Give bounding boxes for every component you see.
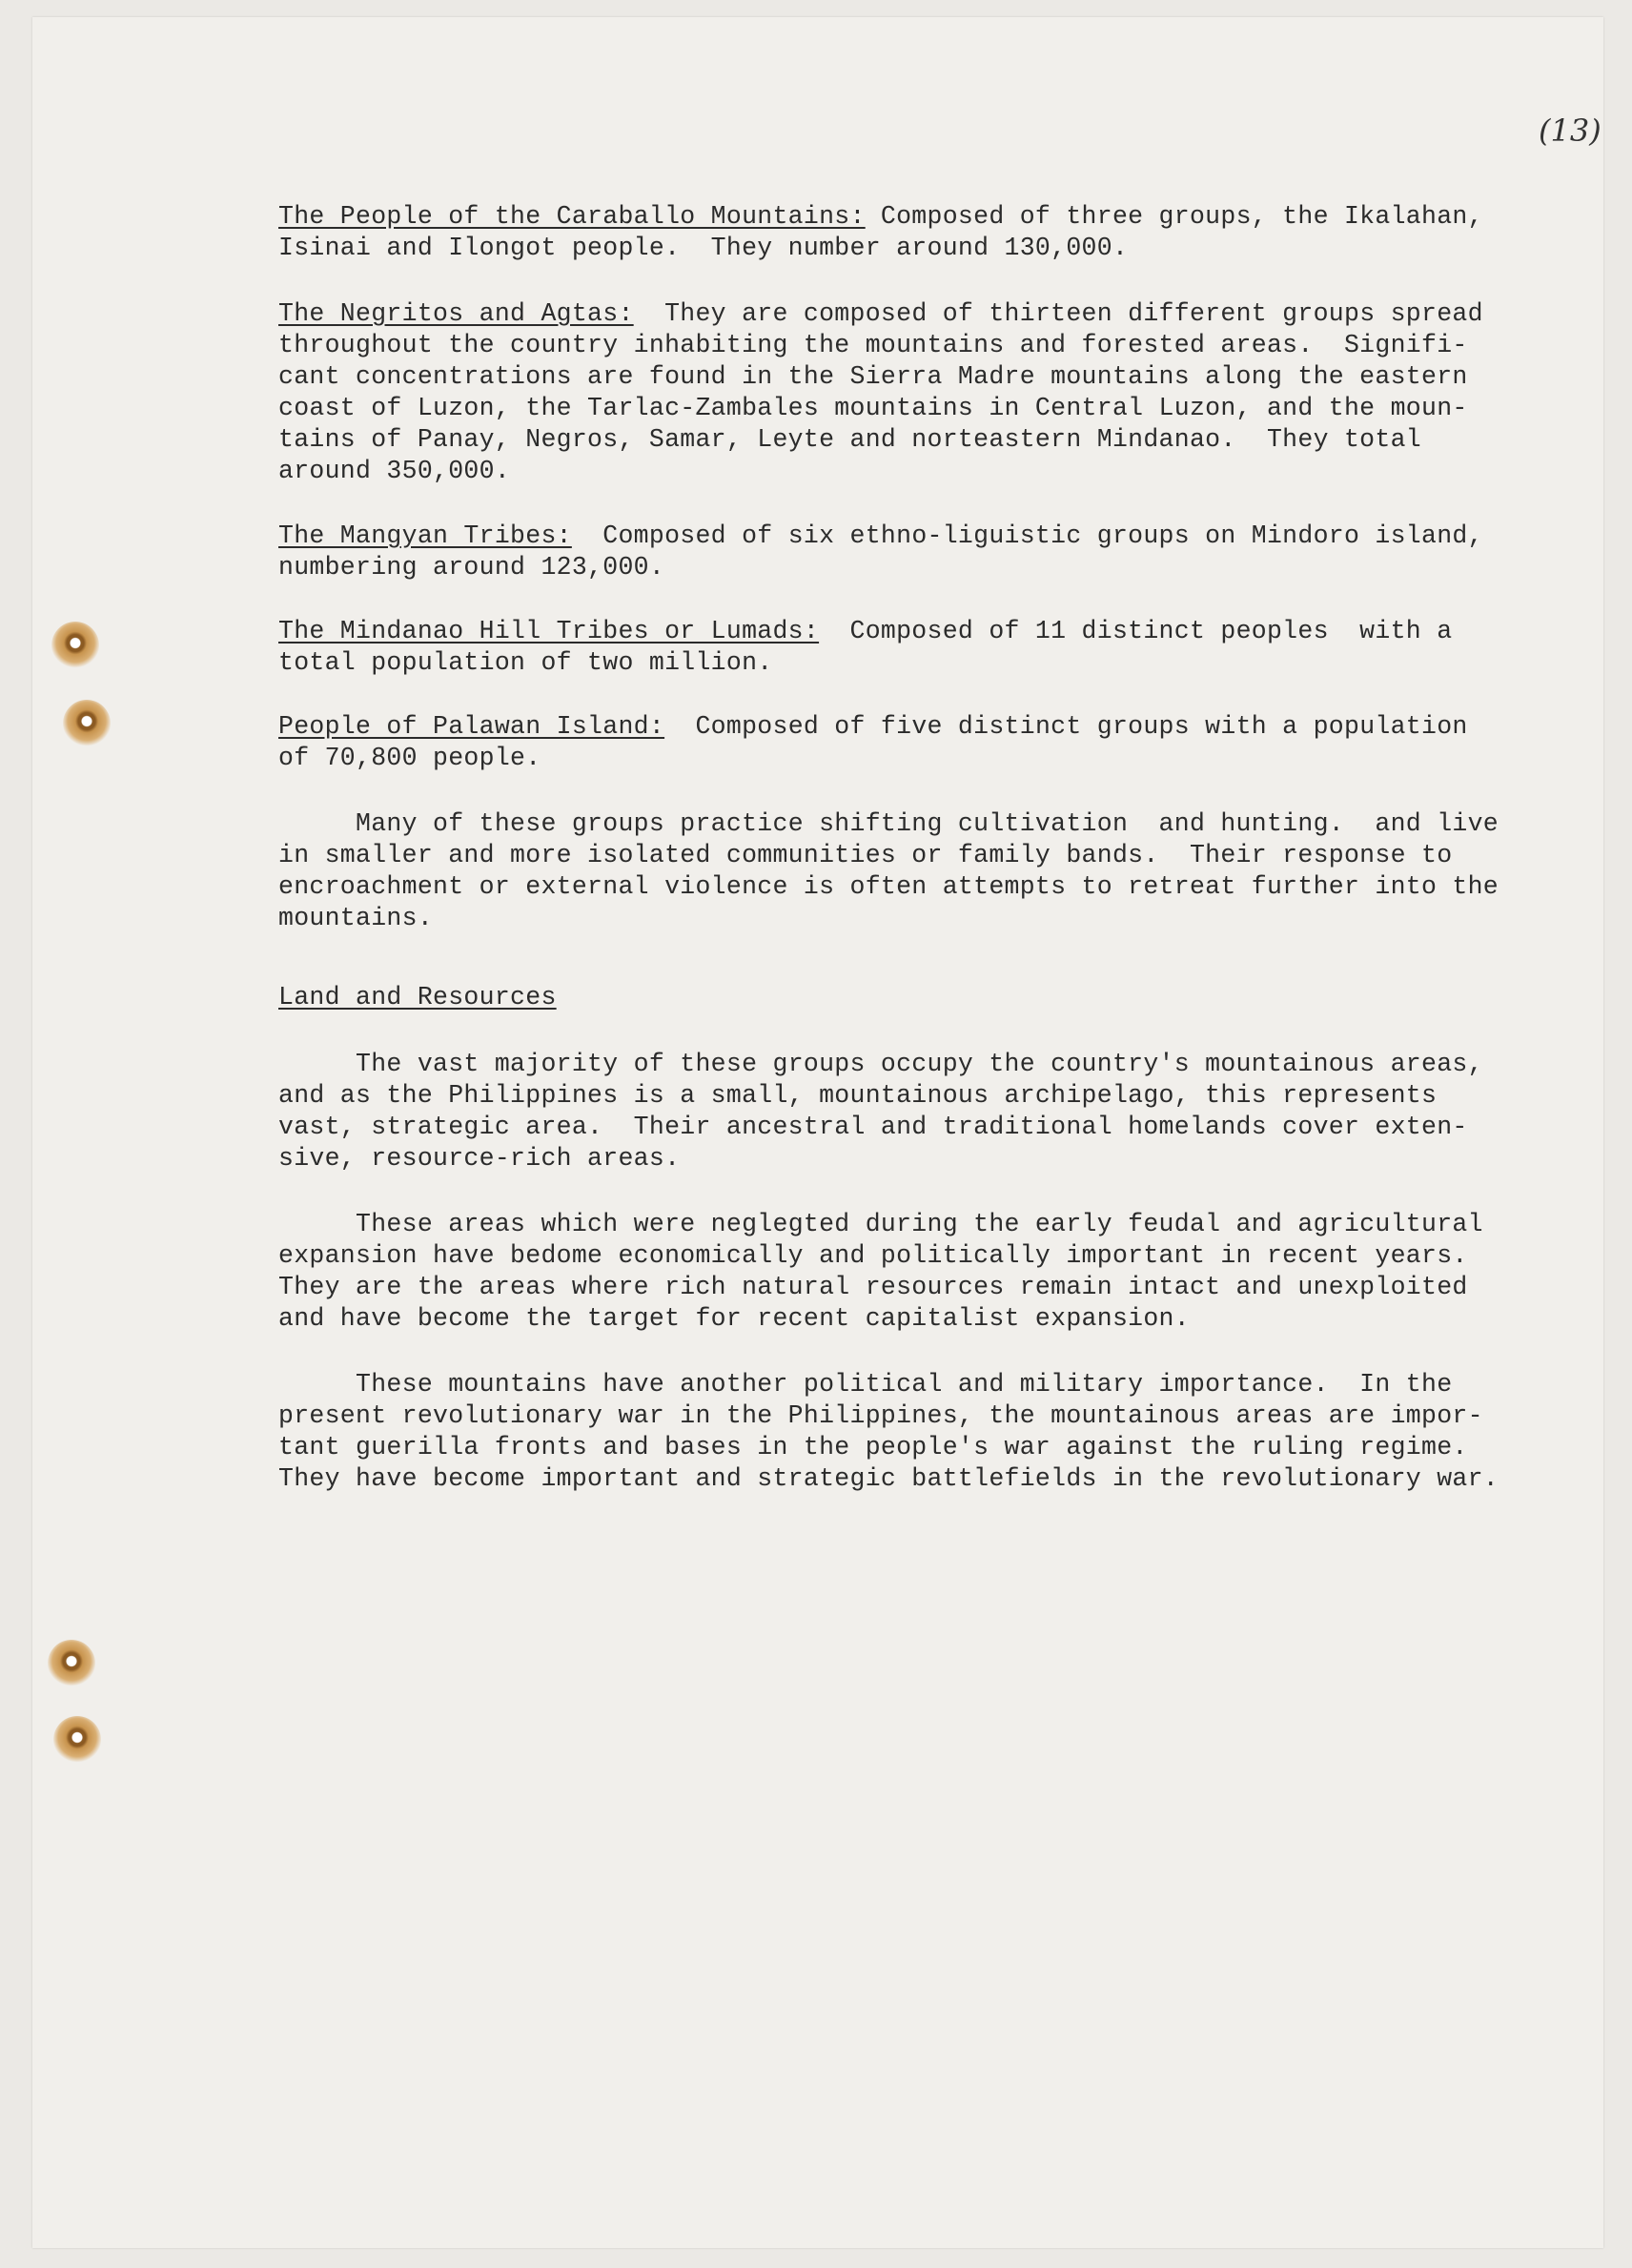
land-paragraph-3: These mountains have another political and military importance. In the present revolutionary war in the Philippines, the mountainous areas are impor- tant guerilla fronts and bases in the people's war against the ruling regime. They have become important and strategic battlefields in the revolutionary war. [278,1370,1499,1493]
paragraph-shifting-cultivation: Many of these groups practice shifting cultivation and hunting. and live in smaller and more isolated communities or family bands. Their response to encroachment or external violence is often attempts to retreat further into the mountains. [278,809,1499,932]
section-body: They are composed of thirteen different groups spread throughout the country inhabiting the mountains and forested areas. Signifi- cant concentrations are found in the Sierra Madre mountains along the eastern coast of Luzon, the Tarlac-Zambales mountains in Central Luzon, and the moun- tains of Panay, Negros, Samar, Leyte and norteastern Mindanao. They total around 350,000. [278,299,1483,485]
section-heading: People of Palawan Island: [278,712,665,741]
binding-hole [53,1716,101,1764]
land-resources-heading: Land and Resources [278,983,557,1011]
section-caraballo [278,201,1537,264]
binding-hole [63,700,111,747]
page-number: (13) [1539,112,1601,149]
section-body: Composed of six ethno-liguistic groups on Mindoro island, numbering around 123,000. [278,521,1483,582]
section-mangyan [278,521,1537,583]
section-palawan [278,711,1537,774]
section-body: Composed of 11 distinct peoples with a total population of two million. [278,617,1453,677]
section-heading: The Mangyan Tribes: [278,521,572,550]
section-heading: The Negritos and Agtas: [278,299,634,328]
section-mindanao [278,616,1537,679]
section-negritos [278,298,1537,487]
section-body: Composed of five distinct groups with a population of 70,800 people. [278,712,1468,772]
land-paragraph-1: The vast majority of these groups occupy the country's mountainous areas, and as the Philippines is a small, mountainous archipelago, this represents vast, strategic area. Their ancestral and traditional homelands cover exten- sive, resource-rich areas. [278,1050,1483,1173]
land-paragraph-2: These areas which were neglegted during the early feudal and agricultural expansion have bedome economically and politically important in recent years. They are the areas where rich natural resources remain intact and unexploited and have become the target for recent capitalist expansion. [278,1210,1483,1333]
section-body: Composed of three groups, the Ikalahan, Isinai and Ilongot people. They number around 130,000. [278,202,1483,262]
section-heading: The Mindanao Hill Tribes or Lumads: [278,617,820,645]
section-heading: The People of the Caraballo Mountains: [278,202,866,231]
binding-hole [48,1640,95,1687]
binding-hole [51,622,99,669]
